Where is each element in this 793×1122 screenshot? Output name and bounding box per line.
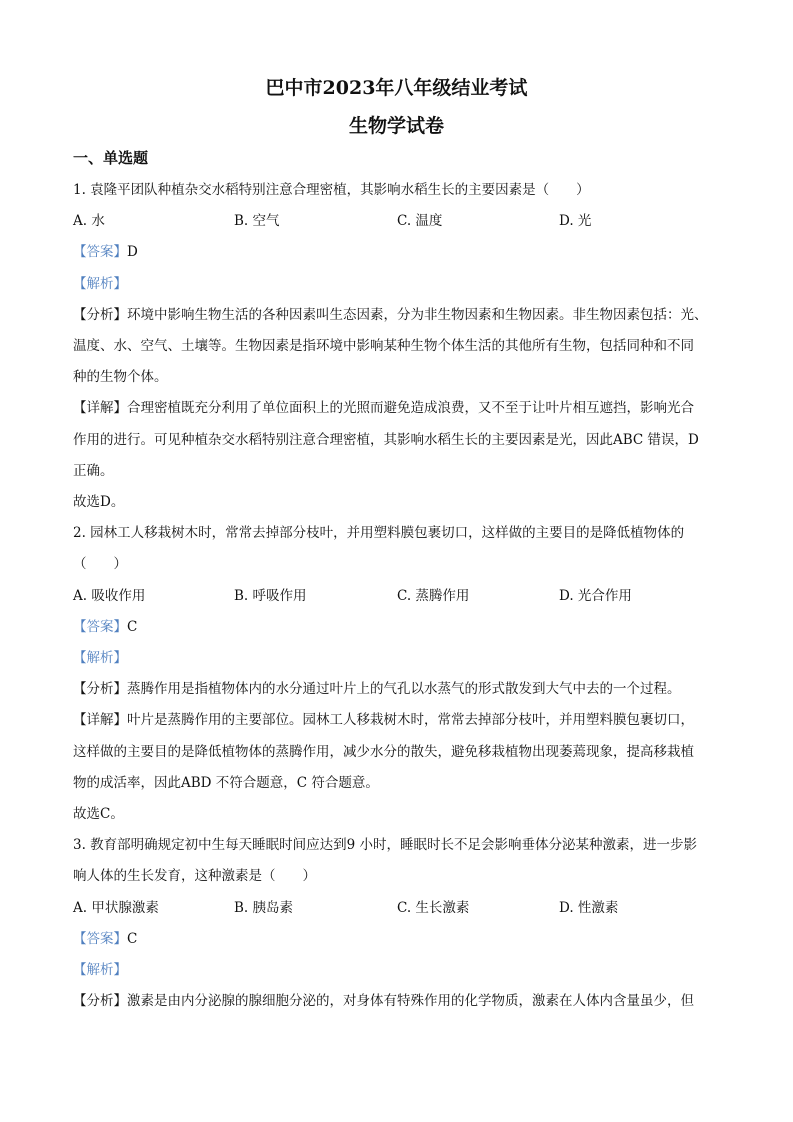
answer-label: 【答案】 (73, 618, 127, 635)
detail-line (73, 711, 694, 729)
analysis-text: 环境中影响生物生活的各种因素叫生态因素，分为非生物因素和生物因素。非生物因素包括：光、 (127, 306, 708, 323)
answer-option: B. 空气 (234, 213, 280, 230)
detail-text: 叶片是蒸腾作用的主要部位。园林工人移栽树木时，常常去掉部分枝叶，并用塑料膜包裹切口， (127, 712, 694, 729)
analysis-line (73, 992, 694, 1010)
analysis-label: 【分析】 (73, 306, 127, 323)
analysis-text: 种的生物个体。 (73, 369, 168, 386)
answer-value: C (127, 930, 138, 947)
question-stem: 2. 园林工人移栽树木时，常常去掉部分枝叶，并用塑料膜包裹切口，这样做的主要目的是降低植物体的 (73, 525, 685, 542)
detail-line (73, 399, 694, 417)
detail-text: 这样做的主要目的是降低植物体的蒸腾作用，减少水分的散失，避免移栽植物出现萎蔫现象，提高移栽植 (73, 743, 694, 760)
conclusion: 故选D。 (73, 494, 125, 510)
answer-option: A. 吸收作用 (73, 587, 146, 604)
answer-option: A. 水 (73, 213, 105, 230)
conclusion: 故选C。 (73, 806, 124, 822)
answer-option: B. 呼吸作用 (234, 587, 307, 604)
analysis-text: 激素是由内分泌腺的腺细胞分泌的，对身体有特殊作用的化学物质，激素在人体内含量虽少，但 (127, 993, 694, 1010)
question-stem: （ ） (73, 556, 127, 573)
answer-option: A. 甲状腺激素 (73, 899, 159, 916)
answer-line (73, 930, 137, 948)
answer-option: D. 光合作用 (559, 587, 632, 604)
explanation-label: 【解析】 (73, 275, 127, 292)
detail-text: 物的成活率，因此ABD 不符合题意，C 符合题意。 (73, 774, 379, 791)
analysis-text: 温度、水、空气、土壤等。生物因素是指环境中影响某种生物个体生活的其他所有生物，包括同种和不同 (73, 338, 694, 354)
detail-text: 合理密植既充分利用了单位面积上的光照而避免造成浪费，又不至于让叶片相互遮挡，影响光合 (127, 400, 694, 417)
detail-text: 正确。 (73, 462, 114, 479)
section-heading: 一、单选题 (73, 149, 149, 167)
document-title: 巴中市2023年八年级结业考试 (265, 77, 528, 99)
answer-option: D. 性激素 (559, 899, 619, 916)
answer-option: D. 光 (559, 213, 592, 230)
answer-option: C. 蒸腾作用 (397, 587, 470, 604)
answer-label: 【答案】 (73, 930, 127, 947)
detail-label: 【详解】 (73, 400, 127, 417)
detail-line (73, 774, 379, 792)
question-stem: 3. 教育部明确规定初中生每天睡眠时间应达到9 小时，睡眠时长不足会影响垂体分泌某种激素，进一步影 (73, 837, 698, 854)
detail-line (73, 431, 699, 449)
analysis-label: 【分析】 (73, 681, 127, 698)
detail-line (73, 462, 114, 480)
explanation-label: 【解析】 (73, 650, 127, 666)
answer-option: B. 胰岛素 (234, 899, 294, 916)
detail-label: 【详解】 (73, 712, 127, 729)
detail-line (73, 743, 694, 761)
explanation-label: 【解析】 (73, 962, 127, 978)
analysis-line (73, 306, 708, 324)
analysis-line (73, 680, 681, 698)
answer-line (73, 243, 138, 261)
analysis-line (73, 368, 168, 386)
analysis-text: 蒸腾作用是指植物体内的水分通过叶片上的气孔以水蒸气的形式散发到大气中去的一个过程。 (127, 681, 681, 698)
answer-value: C (127, 618, 138, 635)
question-stem: 1. 袁隆平团队种植杂交水稻特别注意合理密植，其影响水稻生长的主要因素是（ ） (73, 182, 590, 198)
analysis-label: 【分析】 (73, 993, 127, 1010)
answer-option: C. 温度 (397, 213, 443, 230)
detail-text: 作用的进行。可见种植杂交水稻特别注意合理密植，其影响水稻生长的主要因素是光，因此ABC 错误，D (73, 431, 699, 448)
analysis-line (73, 337, 694, 355)
question-stem: 响人体的生长发育，这种激素是（ ） (73, 868, 316, 885)
document-subtitle: 生物学试卷 (348, 115, 444, 137)
answer-option: C. 生长激素 (397, 899, 470, 916)
answer-line (73, 618, 137, 636)
answer-value: D (127, 244, 138, 261)
answer-label: 【答案】 (73, 244, 127, 261)
